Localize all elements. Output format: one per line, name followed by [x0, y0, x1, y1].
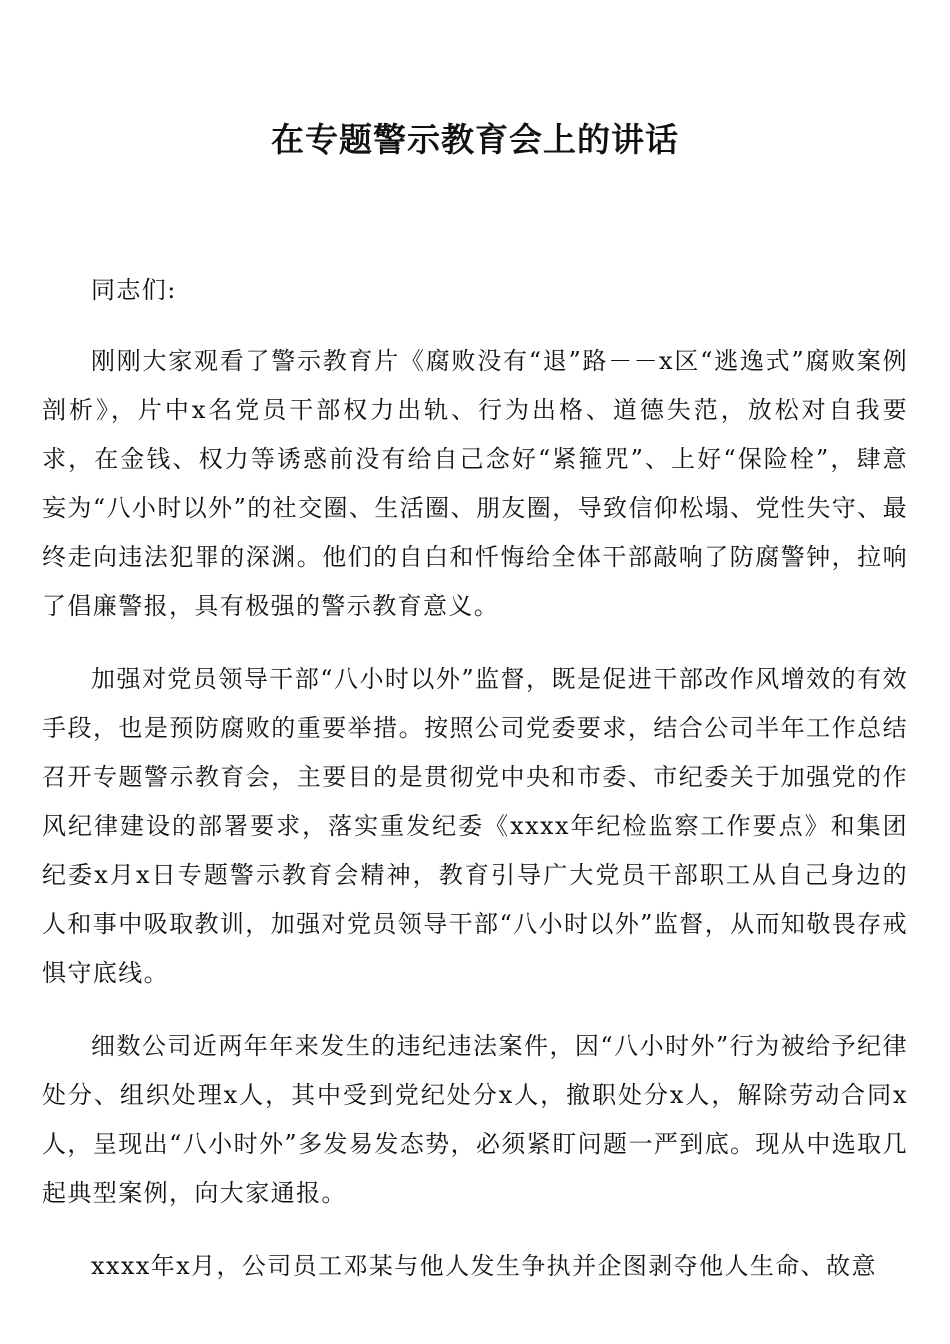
document-title: 在专题警示教育会上的讲话: [271, 120, 679, 159]
paragraph-2: 加强对党员领导干部“八小时以外”监督，既是促进干部改作风增效的有效手段，也是预防腐败的重要举措。按照公司党委要求，结合公司半年工作总结召开专题警示教育会，主要目的是贯彻党中央和市委、市纪委关于加强党的作风纪律建设的部署要求，落实重发纪委《xxxx年纪检监察工作要点》和集团纪委x月x日专题警示教育会精神，教育引导广大党员干部职工从自己身边的人和事中吸取教训，加强对党员领导干部“八小时以外”监督，从而知敬畏存戒惧守底线。: [42, 665, 908, 987]
salutation: 同志们:: [91, 276, 177, 304]
document-body: [42, 266, 908, 1315]
paragraph-4: xxxx年x月，公司员工邓某与他人发生争执并企图剥夺他人生命、故意: [91, 1252, 877, 1280]
paragraph-1: 刚刚大家观看了警示教育片《腐败没有“退”路－－x区“逃逸式”腐败案例剖析》，片中x名党员干部权力出轨、行为出格、道德失范，放松对自我要求，在金钱、权力等诱惑前没有给自己念好“紧箍咒”、上好“保险栓”，肆意妄为“八小时以外”的社交圈、生活圈、朋友圈，导致信仰松塌、党性失守、最终走向违法犯罪的深渊。他们的自白和忏悔给全体干部敲响了防腐警钟，拉响了倡廉警报，具有极强的警示教育意义。: [42, 347, 908, 620]
paragraph-3: 细数公司近两年年来发生的违纪违法案件，因“八小时外”行为被给予纪律处分、组织处理x人，其中受到党纪处分x人，撤职处分x人，解除劳动合同x人，呈现出“八小时外”多发易发态势，必须紧盯问题一严到底。现从中选取几起典型案例，向大家通报。: [42, 1032, 908, 1207]
